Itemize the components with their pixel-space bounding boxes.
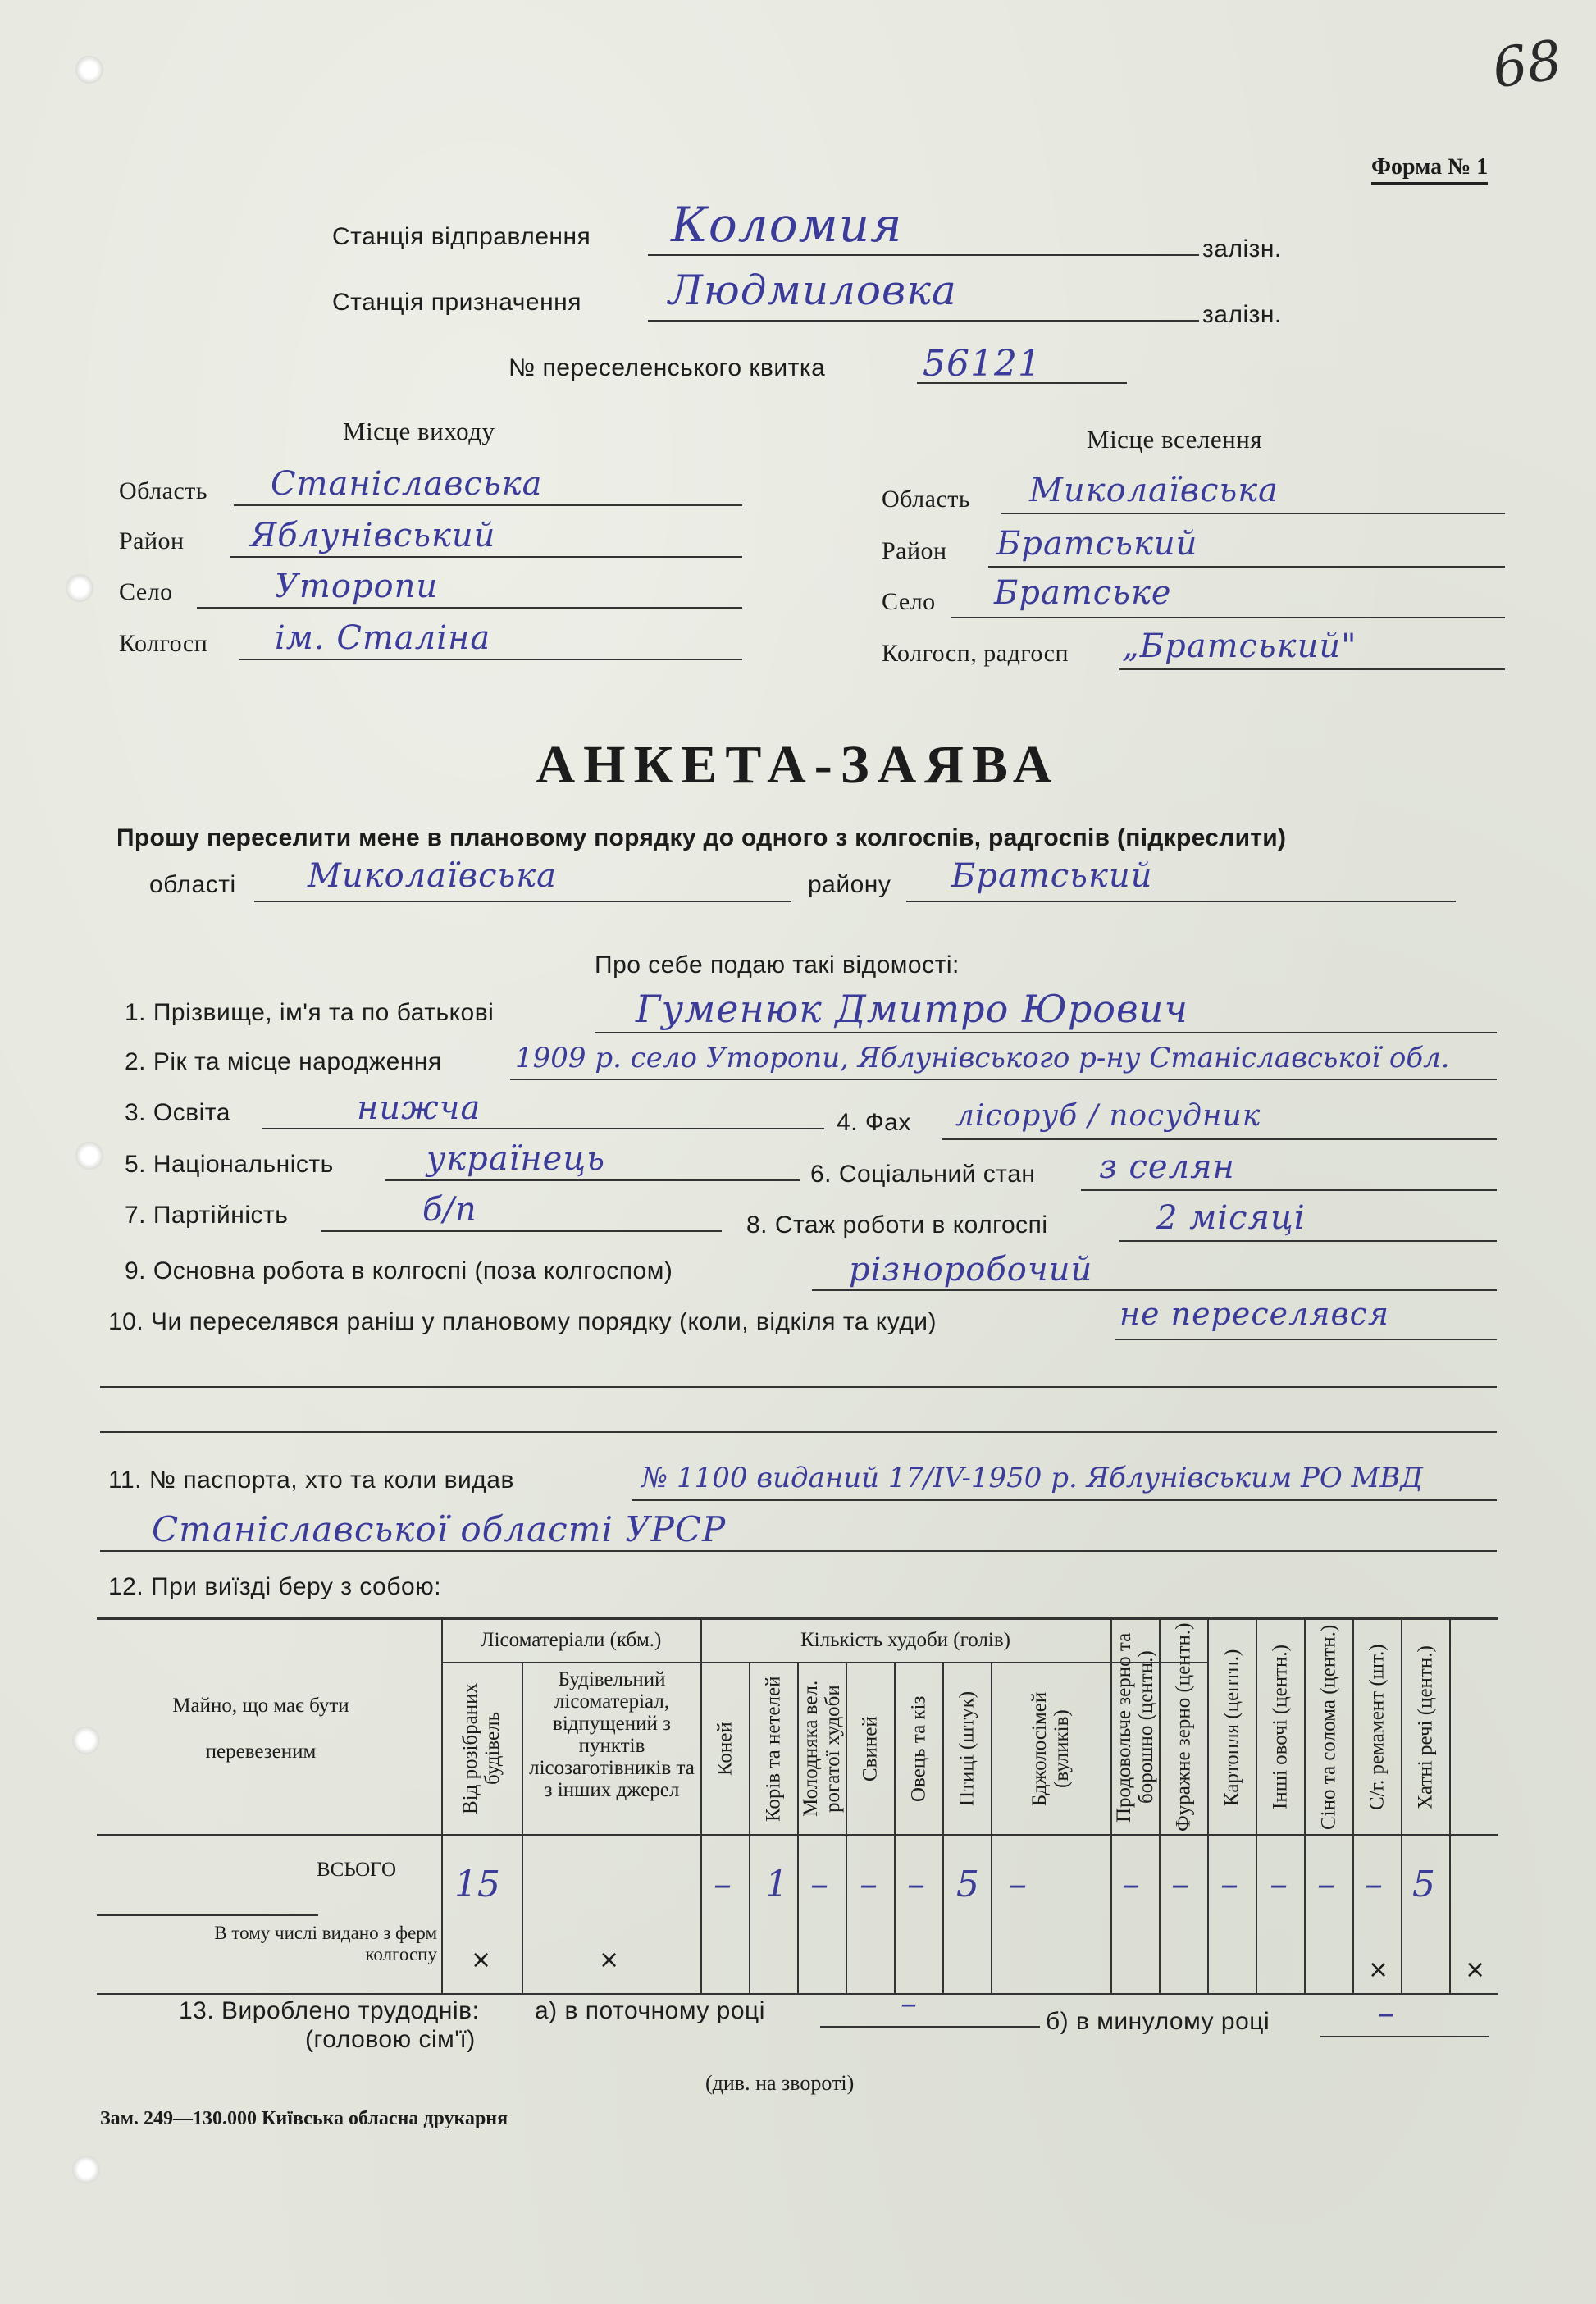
col-pigs: Свиней: [859, 1716, 882, 1782]
field-7-label: 7. Партійність: [125, 1202, 289, 1229]
total-hay-straw: –: [1317, 1864, 1335, 1905]
punch-hole: [72, 2156, 100, 2183]
issued-mark-farm-equipment: ×: [1368, 1955, 1389, 1984]
workdays-label: 13. Вироблено трудоднів:: [179, 1997, 480, 2024]
field-11-value-line2: Станіславської області УРСР: [152, 1509, 727, 1549]
destination-suffix: залізн.: [1202, 301, 1282, 328]
origin-oblast: Станіславська: [271, 465, 543, 503]
field-3-value: нижча: [357, 1089, 481, 1127]
total-other-vegetables: –: [1270, 1864, 1288, 1905]
field-1-value: Гуменюк Дмитро Юрович: [636, 987, 1188, 1031]
ticket-label: № переселенського квитка: [508, 354, 826, 381]
field-9-label: 9. Основна робота в колгоспі (поза колгоспом): [125, 1257, 673, 1284]
settlement-selo-label: Село: [882, 588, 936, 615]
field-8-label: 8. Стаж роботи в колгоспі: [746, 1211, 1048, 1239]
ticket-value: 56121: [923, 343, 1042, 385]
origin-selo-label: Село: [119, 578, 173, 605]
request-oblast-label: області: [149, 871, 236, 898]
workdays-current-value: –: [901, 1985, 918, 2023]
settlement-oblast: Миколаївська: [1029, 472, 1279, 509]
origin-heading: Місце виходу: [343, 417, 495, 445]
punch-hole: [75, 1142, 103, 1170]
total-young-cattle: –: [810, 1864, 828, 1905]
settlement-kolhosp: „Братський": [1122, 627, 1357, 665]
total-poultry: 5: [956, 1864, 979, 1905]
col-horses: Коней: [714, 1722, 736, 1776]
col-fodder-grain: Фуражне зерно (центн.): [1172, 1622, 1195, 1832]
col-hay-straw: Сіно та солома (центн.): [1317, 1624, 1340, 1831]
request-raion-label: району: [808, 871, 891, 898]
timber-col-building: Будівельний лісоматеріал, відпущений з пунктів лісозаготівників та з інших джерел: [529, 1668, 695, 1801]
field-2-label: 2. Рік та місце народження: [125, 1048, 442, 1075]
total-bee-colonies: –: [1009, 1864, 1027, 1905]
total-household-goods: 5: [1412, 1864, 1435, 1905]
printer-imprint: Зам. 249—130.000 Київська обласна друкарня: [100, 2108, 508, 2129]
settlement-raion: Братський: [996, 525, 1198, 563]
col-food-grain: Продовольче зерно та борошно (центн.): [1113, 1632, 1157, 1823]
issued-mark-dismantled: ×: [471, 1946, 492, 1974]
workdays-previous-label: б) в минулому році: [1046, 2008, 1270, 2035]
field-5-label: 5. Національність: [125, 1151, 334, 1178]
total-fodder-grain: –: [1171, 1864, 1189, 1905]
field-7-value: б/п: [422, 1191, 477, 1229]
field-10-label: 10. Чи переселявся раніш у плановому порядку (коли, відкіля та куди): [108, 1308, 937, 1335]
request-oblast: Миколаївська: [308, 857, 557, 895]
workdays-current-label: а) в поточному році: [535, 1997, 765, 2024]
col-poultry: Птиці (штук): [955, 1690, 978, 1807]
col-farm-equipment: С/г. ремамент (шт.): [1366, 1644, 1389, 1811]
col-other-vegetables: Інші овочі (центн.): [1269, 1645, 1292, 1810]
col-household-goods: Хатні речі (центн.): [1414, 1645, 1437, 1809]
origin-selo: Уторопи: [275, 568, 439, 605]
field-11-label: 11. № паспорта, хто та коли видав: [108, 1467, 514, 1494]
field-10-value: не переселявся: [1119, 1296, 1390, 1332]
field-4-label: 4. Фах: [837, 1109, 911, 1136]
punch-hole: [72, 1727, 100, 1754]
total-farm-equipment: –: [1365, 1864, 1383, 1905]
total-potatoes: –: [1220, 1864, 1238, 1905]
field-4-value: лісоруб / посудник: [955, 1099, 1261, 1133]
field-6-value: з селян: [1099, 1148, 1235, 1186]
form-label: Форма № 1: [1371, 154, 1488, 185]
settlement-selo: Братське: [994, 574, 1172, 612]
col-bee-colonies: Бджолосімей (вуликів): [1028, 1691, 1073, 1806]
field-1-label: 1. Прізвище, ім'я та по батькові: [125, 999, 495, 1026]
total-pigs: –: [860, 1864, 878, 1905]
workdays-sublabel: (головою сім'ї): [305, 2026, 476, 2053]
field-12-label: 12. При виїзді беру з собою:: [108, 1573, 442, 1600]
total-food-grain: –: [1122, 1864, 1140, 1905]
request-text: Прошу переселити мене в плановому порядку до одного з колгоспів, радгоспів (підкреслити): [116, 824, 1287, 851]
settlement-kolhosp-label: Колгосп, радгосп: [882, 640, 1069, 667]
destination-label: Станція призначення: [332, 289, 581, 316]
punch-hole: [66, 574, 93, 602]
col-sheep-goats: Овець та кіз: [907, 1695, 930, 1802]
property-header: Майно, що має бути перевезеним: [172, 1695, 349, 1763]
request-raion: Братський: [951, 857, 1153, 895]
archive-page-number: 68: [1489, 28, 1566, 101]
workdays-previous-value: –: [1378, 1995, 1395, 2033]
cattle-group-header: Кількість худоби (голів): [800, 1629, 1010, 1651]
destination-value: Людмиловка: [668, 267, 957, 314]
total-sheep-goats: –: [907, 1864, 925, 1905]
document-title: АНКЕТА-ЗАЯВА: [536, 735, 1060, 795]
origin-raion: Яблунівський: [250, 517, 496, 554]
settlement-raion-label: Район: [882, 537, 947, 564]
total-cows: 1: [765, 1864, 788, 1905]
total-row-label: ВСЬОГО: [317, 1859, 397, 1881]
origin-kolhosp-label: Колгосп: [119, 630, 208, 657]
departure-value: Коломия: [671, 197, 903, 253]
origin-kolhosp: ім. Сталіна: [275, 619, 491, 657]
col-young-cattle: Молодняка вел. рогатої худоби: [800, 1680, 844, 1818]
field-8-value: 2 місяці: [1156, 1199, 1306, 1237]
total-dismantled: 15: [454, 1864, 500, 1905]
departure-suffix: залізн.: [1202, 235, 1282, 262]
origin-oblast-label: Область: [119, 477, 208, 504]
field-3-label: 3. Освіта: [125, 1099, 230, 1126]
belongings-table: [97, 1617, 1498, 1993]
issued-row-label: В тому числі видано з ферм колгоспу: [214, 1923, 437, 1964]
issued-mark-building-timber: ×: [599, 1946, 620, 1974]
see-reverse-note: (див. на звороті): [705, 2071, 855, 2095]
timber-group-header: Лісоматеріали (кбм.): [480, 1629, 662, 1651]
departure-label: Станція відправлення: [332, 223, 591, 250]
field-6-label: 6. Соціальний стан: [810, 1161, 1036, 1188]
origin-raion-label: Район: [119, 527, 185, 554]
settlement-oblast-label: Область: [882, 486, 971, 513]
total-horses: –: [714, 1864, 732, 1905]
field-5-value: українець: [426, 1140, 606, 1178]
field-9-value: різноробочий: [849, 1251, 1093, 1289]
field-2-value: 1909 р. село Уторопи, Яблунівського р-ну Станіславської обл.: [515, 1042, 1450, 1074]
col-cows: Корів та нетелей: [762, 1676, 785, 1822]
info-heading: Про себе подаю такі відомості:: [595, 951, 960, 979]
issued-mark-household-goods: ×: [1465, 1955, 1486, 1984]
col-potatoes: Картопля (центн.): [1220, 1649, 1243, 1806]
timber-col-dismantled: Від розібраних будівель: [459, 1683, 504, 1814]
settlement-heading: Місце вселення: [1087, 425, 1263, 454]
punch-hole: [75, 56, 103, 84]
field-11-value-line1: № 1100 виданий 17/IV-1950 р. Яблунівським РО МВД: [641, 1462, 1423, 1494]
